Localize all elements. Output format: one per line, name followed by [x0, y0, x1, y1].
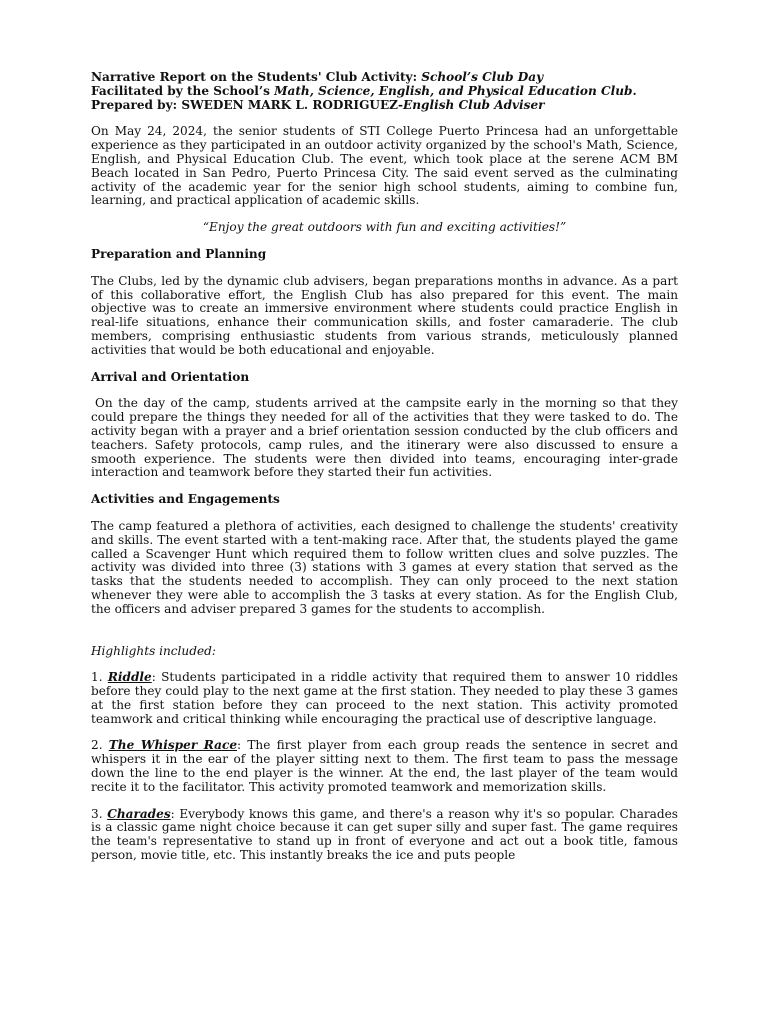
prepared-by: Prepared by: SWEDEN MARK L. RODRIGUEZ-: [91, 97, 404, 112]
highlight-item: [91, 739, 678, 794]
section-heading-activities: Activities and Engagements: [91, 492, 280, 507]
highlight-term-charades: Charades: [107, 806, 171, 821]
arrival-paragraph: On the day of the camp, students arrived at the campsite early in the morning so that they could prepare the things they needed for all of the activities that they were tasked to do. The activity began with a prayer and a brief orientation session conducted by the club officers and teachers. Safety protocols, camp rules, and the itinerary were also discussed to ensure a smooth experience. The students were then divided into teams, encouraging inter-grade interaction and teamwork before they started their fun activities.: [91, 396, 678, 480]
intro-paragraph: On May 24, 2024, the senior students of STI College Puerto Princesa had an unforgettable experience as they participated in an outdoor activity organized by the school's Math, Science, English, and Physical Education Club. The event, which took place at the serene ACM BM Beach located in San Pedro, Puerto Princesa City. The said event served as the culminating activity of the academic year for the senior high school students, aiming to combine fun, learning, and practical application of academic skills.: [91, 124, 678, 208]
title-event-name: School’s Club Day: [421, 70, 544, 84]
title-text: Narrative Report on the Students' Club Activity:: [91, 70, 422, 84]
report-title: [91, 71, 678, 112]
prepared-by-role: English Club Adviser: [403, 97, 545, 112]
facilitator-clubs: Math, Science, English, and Physical Education Club: [274, 83, 633, 98]
preparation-paragraph: The Clubs, led by the dynamic club advisers, began preparations months in advance. As a part of this collaborative effort, the English Club has also prepared for this event. The main objective was to create an immersive environment where students could practice English in real-life situations, enhance their communication skills, and foster camaraderie. The club members, comprising enthusiastic students from various strands, meticulously planned activities that would be both educational and enjoyable.: [91, 273, 678, 357]
highlight-term-riddle: Riddle: [107, 670, 152, 685]
highlight-number: 3.: [91, 806, 108, 821]
highlight-number: 1.: [91, 670, 108, 685]
highlight-item: [91, 808, 678, 863]
highlight-description: : Students participated in a riddle activity that required them to answer 10 riddles before they could play to the next game at the first station. They needed to play these 3 games at the first station before they can proceed to the next station. This activity promoted teamwork and critical thinking while encouraging the practical use of descriptive language.: [91, 670, 679, 726]
facilitator-text: Facilitated by the School’s: [91, 83, 275, 98]
facilitator-period: .: [632, 83, 637, 98]
highlight-description: : Everybody knows this game, and there's a reason why it's so popular. Charades is a classic game night choice because it can get super silly and super fast. The game requires the team's representative to stand up in front of everyone and act out a book title, famous person, movie title, etc. This instantly breaks the ice and puts people: [91, 806, 678, 863]
highlight-description: : The first player from each group reads the sentence in secret and whispers it in the ear of the player sitting next to them. The first team to pass the message down the line to the end player is the winner. At the end, the last player of the team would recite it to the facilitator. This activity promoted teamwork and memorization skills.: [91, 738, 678, 794]
section-heading-preparation: Preparation and Planning: [91, 246, 267, 261]
report-body: [91, 71, 678, 863]
highlight-term-whisper-race: The Whisper Race: [108, 738, 238, 753]
section-heading-arrival: Arrival and Orientation: [91, 369, 250, 384]
highlight-item: [91, 671, 678, 726]
tagline-quote: “Enjoy the great outdoors with fun and exciting activities!”: [202, 220, 567, 235]
highlights-label: Highlights included:: [91, 643, 216, 658]
highlight-number: 2.: [91, 738, 109, 753]
activities-paragraph: The camp featured a plethora of activities, each designed to challenge the students' creativity and skills. The event started with a tent-making race. After that, the students played the game called a Scavenger Hunt which required them to follow written clues and solve puzzles. The activity was divided into three (3) stations with 3 games at every station that served as the tasks that the students needed to accomplish. They can only proceed to the next station whenever they were able to accomplish the 3 tasks at every station. As for the English Club, the officers and adviser prepared 3 games for the students to accomplish.: [91, 518, 678, 616]
